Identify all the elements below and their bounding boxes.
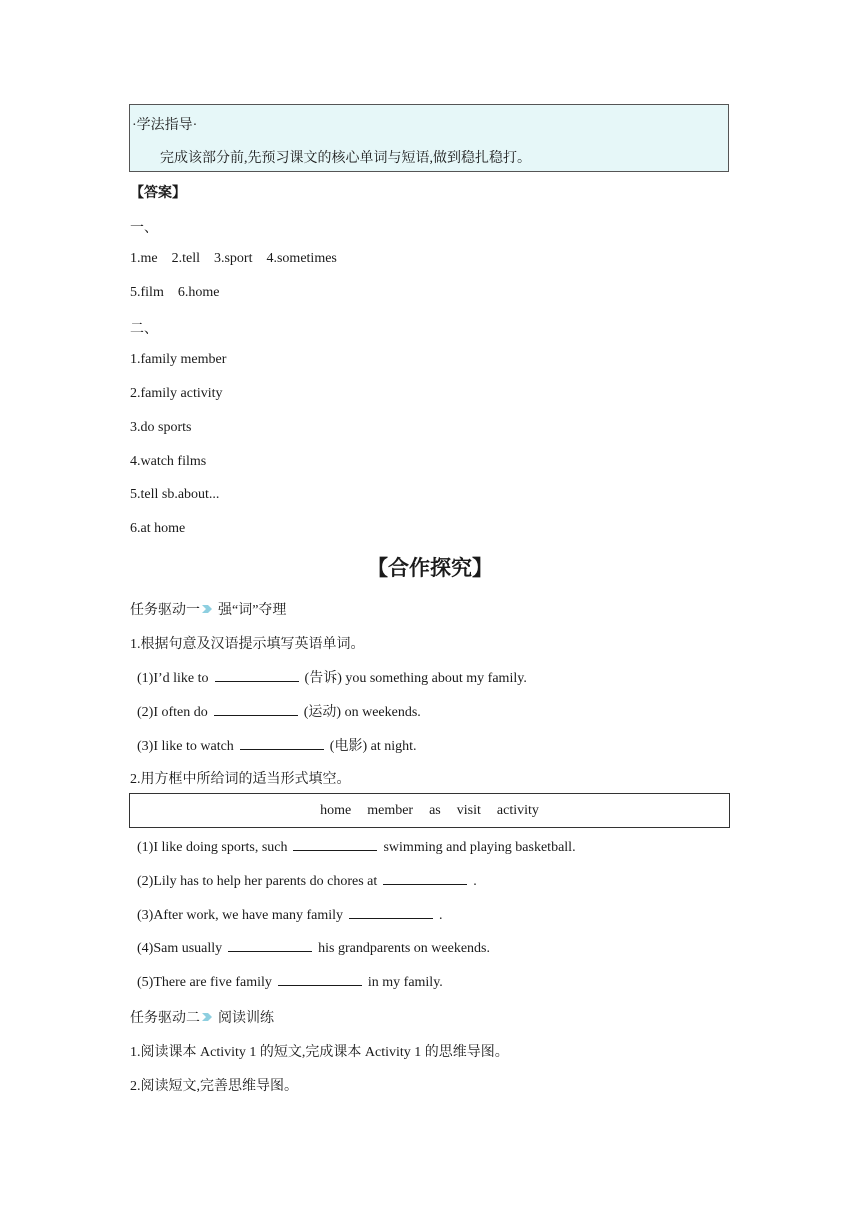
part1-label: 一、 bbox=[130, 221, 158, 236]
word-bank-item: member bbox=[367, 802, 414, 818]
answer-blank[interactable] bbox=[383, 872, 467, 885]
part2-item: 3.do sports bbox=[130, 420, 192, 435]
task2-heading bbox=[130, 1007, 274, 1027]
q2-item: (4)Sam usually his grandparents on weekends. bbox=[137, 941, 490, 956]
task1-heading bbox=[130, 599, 286, 619]
q2-title: 2.用方框中所给词的适当形式填空。 bbox=[130, 772, 351, 787]
part2-item: 6.at home bbox=[130, 521, 186, 536]
q1-item: (3)I like to watch (电影) at night. bbox=[137, 739, 417, 754]
task2-line: 1.阅读课本 Activity 1 的短文,完成课本 Activity 1 的思维导图。 bbox=[130, 1045, 509, 1060]
part2-label: 二、 bbox=[130, 322, 158, 337]
study-guide-box bbox=[129, 104, 729, 172]
part2-item: 2.family activity bbox=[130, 386, 223, 401]
part2-item: 5.tell sb.about... bbox=[130, 487, 220, 502]
answer-blank[interactable] bbox=[278, 973, 362, 986]
task2-title: 阅读训练 bbox=[218, 1011, 274, 1026]
q2-item: (3)After work, we have many family . bbox=[137, 908, 443, 923]
word-bank-item: as bbox=[429, 802, 441, 818]
answer-blank[interactable] bbox=[240, 737, 324, 750]
arrow-icon bbox=[200, 1010, 214, 1024]
guide-text: 完成该部分前,先预习课文的核心单词与短语,做到稳扎稳打。 bbox=[160, 151, 531, 166]
part1-line2: 5.film 6.home bbox=[130, 285, 220, 300]
word-bank-item: visit bbox=[456, 802, 481, 818]
q1-title: 1.根据句意及汉语提示填写英语单词。 bbox=[130, 637, 365, 652]
arrow-icon bbox=[200, 602, 214, 616]
task1-title: 强“词”夺理 bbox=[218, 603, 287, 618]
answer-blank[interactable] bbox=[349, 906, 433, 919]
part1-line1: 1.me 2.tell 3.sport 4.sometimes bbox=[130, 251, 337, 266]
answer-blank[interactable] bbox=[293, 838, 377, 851]
answer-blank[interactable] bbox=[214, 703, 298, 716]
part2-item: 1.family member bbox=[130, 352, 227, 367]
word-bank-item: activity bbox=[496, 802, 539, 818]
q2-item: (1)I like doing sports, such swimming and playing basketball. bbox=[137, 840, 576, 855]
task2-line: 2.阅读短文,完善思维导图。 bbox=[130, 1079, 298, 1094]
answer-blank[interactable] bbox=[215, 669, 299, 682]
q2-item: (2)Lily has to help her parents do chores at . bbox=[137, 874, 477, 889]
q1-item: (1)I’d like to (告诉) you something about my family. bbox=[137, 671, 527, 686]
answer-blank[interactable] bbox=[228, 939, 312, 952]
section-title: 【合作探究】 bbox=[367, 556, 493, 580]
task2-label: 任务驱动二 bbox=[130, 1011, 200, 1026]
part2-item: 4.watch films bbox=[130, 454, 207, 469]
guide-title: ·学法指导· bbox=[132, 118, 198, 133]
answer-heading: 【答案】 bbox=[130, 186, 186, 201]
task1-label: 任务驱动一 bbox=[130, 603, 200, 618]
word-bank-box bbox=[129, 793, 730, 828]
q1-item: (2)I often do (运动) on weekends. bbox=[137, 705, 421, 720]
word-bank-item: home bbox=[320, 802, 352, 818]
q2-item: (5)There are five family in my family. bbox=[137, 975, 443, 990]
